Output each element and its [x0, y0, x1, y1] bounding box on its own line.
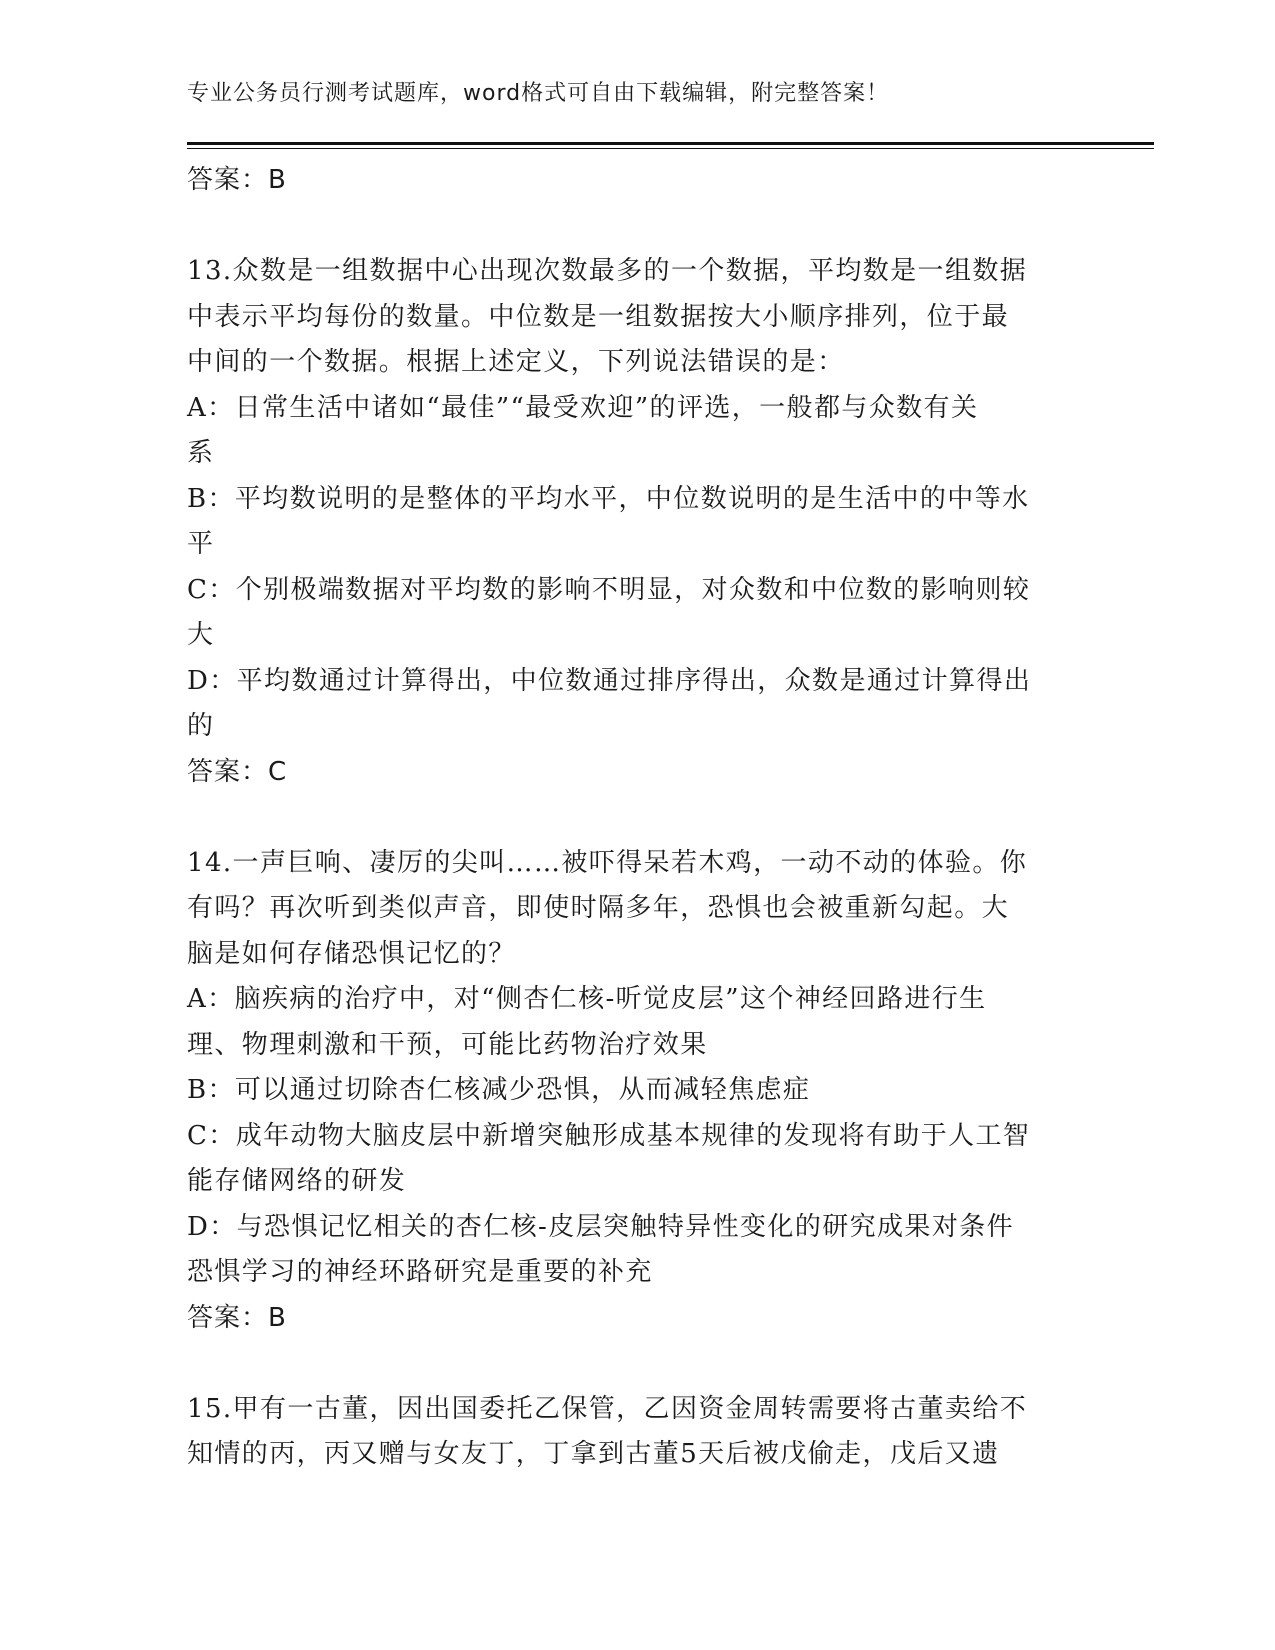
option-b-line: B：平均数说明的是整体的平均水平，中位数说明的是生活中的中等水 [187, 483, 1030, 514]
answer-line: 答案：B [187, 165, 287, 195]
option-c-line: C：成年动物大脑皮层中新增突触形成基本规律的发现将有助于人工智 [187, 1120, 1031, 1151]
spacer [187, 1341, 1067, 1387]
question-13 [187, 249, 1067, 795]
question-stem-line: 13.众数是一组数据中心出现次数最多的一个数据，平均数是一组数据 [187, 256, 1028, 286]
header-rule-thick [187, 142, 1154, 145]
document-body [187, 158, 1067, 1478]
page-header: 专业公务员行测考试题库，word格式可自由下载编辑，附完整答案！ [187, 81, 890, 106]
option-a-line: 系 [187, 438, 215, 468]
answer-line: 答案：B [187, 1302, 287, 1333]
option-c-line: 能存储网络的研发 [187, 1166, 407, 1196]
answer-line: 答案：C [187, 756, 288, 787]
option-c-line: 大 [187, 620, 215, 650]
question-14 [187, 841, 1067, 1342]
question-15 [187, 1387, 1067, 1478]
spacer [187, 204, 1067, 250]
option-a-line: 理、物理刺激和干预，可能比药物治疗效果 [187, 1029, 708, 1060]
question-stem-line: 15.甲有一古董，因出国委托乙保管，乙因资金周转需要将古董卖给不 [187, 1393, 1028, 1424]
option-d-line: D：与恐惧记忆相关的杏仁核-皮层突触特异性变化的研究成果对条件 [187, 1211, 1015, 1242]
option-d-line: 的 [187, 711, 215, 741]
option-c-line: C：个别极端数据对平均数的影响不明显，对众数和中位数的影响则较 [187, 574, 1031, 605]
question-stem-line: 14.一声巨响、凄厉的尖叫……被吓得呆若木鸡，一动不动的体验。你 [187, 847, 1028, 878]
question-stem-line: 中间的一个数据。根据上述定义，下列说法错误的是： [187, 347, 845, 377]
option-a-line: A：脑疾病的治疗中，对“侧杏仁核-听觉皮层”这个神经回路进行生 [187, 984, 987, 1014]
question-stem-line: 知情的丙，丙又赠与女友丁，丁拿到古董5天后被戊偷走，戊后又遗 [187, 1439, 1000, 1469]
question-stem-line: 脑是如何存储恐惧记忆的？ [187, 938, 516, 969]
option-d-line: 恐惧学习的神经环路研究是重要的补充 [187, 1257, 653, 1287]
option-d-line: D：平均数通过计算得出，中位数通过排序得出，众数是通过计算得出 [187, 665, 1032, 696]
question-stem-line: 有吗？再次听到类似声音，即使时隔多年，恐惧也会被重新勾起。大 [187, 893, 1010, 923]
option-a-line: A：日常生活中诸如“最佳”“最受欢迎”的评选，一般都与众数有关 [187, 392, 979, 423]
spacer [187, 795, 1067, 841]
option-b-line: B：可以通过切除杏仁核减少恐惧，从而减轻焦虑症 [187, 1075, 811, 1105]
question-stem-line: 中表示平均每份的数量。中位数是一组数据按大小顺序排列，位于最 [187, 301, 1010, 332]
header-rule-thin [187, 148, 1154, 149]
option-b-line: 平 [187, 529, 215, 559]
